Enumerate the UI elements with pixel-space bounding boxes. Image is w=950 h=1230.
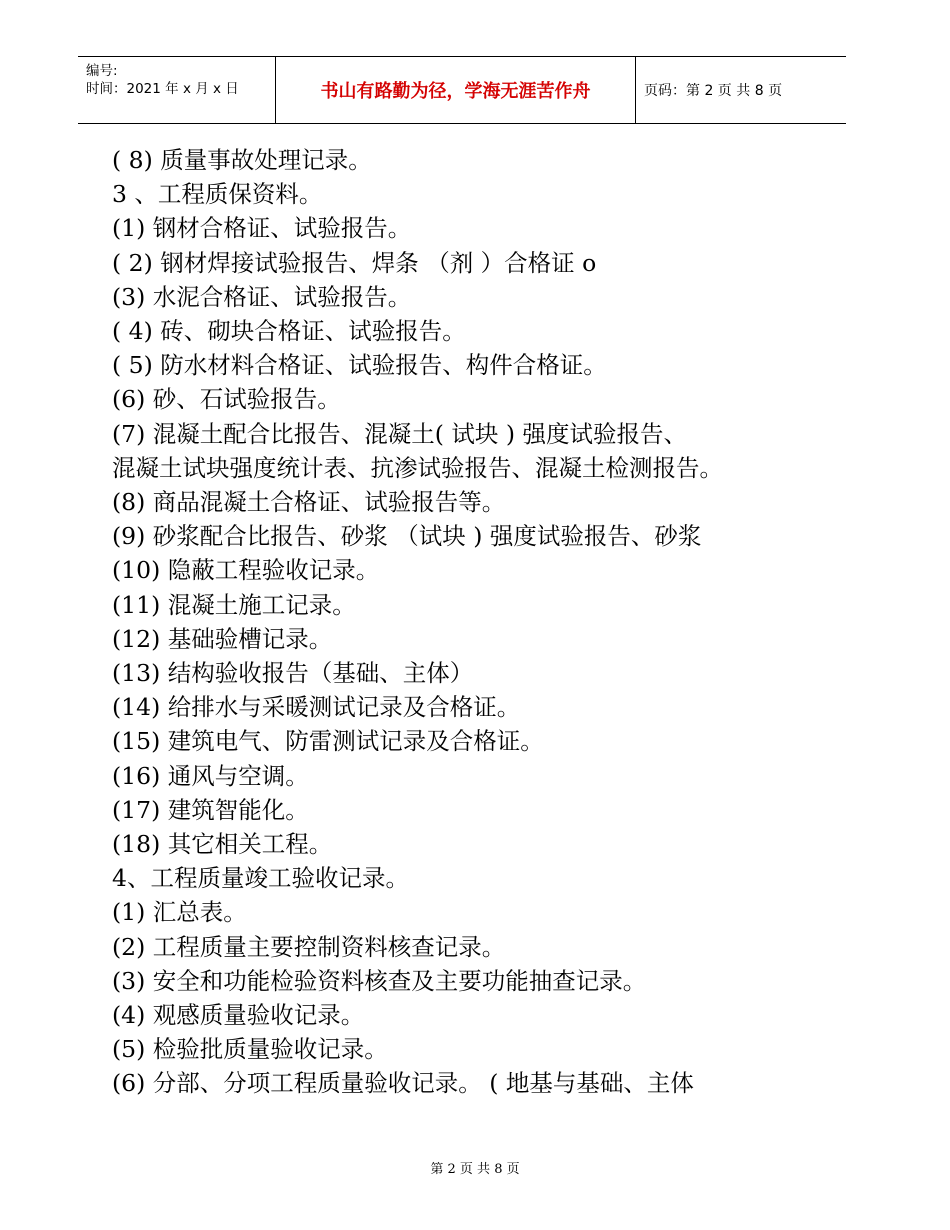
text-line: (3) 水泥合格证、试验报告。 xyxy=(112,282,412,311)
text-line: (9) 砂浆配合比报告、砂浆 （试块 ) 强度试验报告、砂浆 xyxy=(112,522,702,551)
time-label: 时间：2021 年 x 月 x 日 xyxy=(86,81,239,97)
text-line: (8) 商品混凝土合格证、试验报告等。 xyxy=(112,488,506,517)
page-footer: 第 2 页 共 8 页 xyxy=(430,1162,520,1177)
text-line: (17) 建筑智能化。 xyxy=(112,795,309,824)
text-line: (1) 汇总表。 xyxy=(112,898,247,927)
text-line: ( 5) 防水材料合格证、试验报告、构件合格证。 xyxy=(112,351,607,380)
text-line: 3 、工程质保资料。 xyxy=(112,180,323,209)
text-line: (15) 建筑电气、防雷测试记录及合格证。 xyxy=(112,727,544,756)
text-line: ( 8) 质量事故处理记录。 xyxy=(112,146,372,174)
text-line: (1) 钢材合格证、试验报告。 xyxy=(112,214,412,243)
text-line: (11) 混凝土施工记录。 xyxy=(112,590,356,619)
text-line: (16) 通风与空调。 xyxy=(112,761,309,790)
text-line: (2) 工程质量主要控制资料核查记录。 xyxy=(112,932,506,961)
header-meta-cell xyxy=(78,57,276,123)
text-line: 4、工程质量竣工验收记录。 xyxy=(112,864,409,893)
text-line: (18) 其它相关工程。 xyxy=(112,830,333,859)
page-header xyxy=(78,56,846,124)
text-line: (7) 混凝土配合比报告、混凝土( 试块 ) 强度试验报告、 xyxy=(112,419,688,448)
header-page-cell xyxy=(636,57,846,123)
text-line: (12) 基础验槽记录。 xyxy=(112,624,333,653)
header-motto-cell xyxy=(276,57,636,123)
text-line: (13) 结构验收报告（基础、主体） xyxy=(112,659,474,688)
text-line: (6) 砂、石试验报告。 xyxy=(112,385,341,414)
text-line: 混凝土试块强度统计表、抗渗试验报告、混凝土检测报告。 xyxy=(112,453,723,482)
text-line: (14) 给排水与采暖测试记录及合格证。 xyxy=(112,693,521,722)
text-line: (4) 观感质量验收记录。 xyxy=(112,1001,365,1030)
text-line: (5) 检验批质量验收记录。 xyxy=(112,1035,388,1064)
page-label: 页码：第 2 页 共 8 页 xyxy=(644,83,783,99)
number-label: 编号: xyxy=(86,63,118,79)
text-line: ( 4) 砖、砌块合格证、试验报告。 xyxy=(112,317,466,346)
text-line: (3) 安全和功能检验资料核查及主要功能抽查记录。 xyxy=(112,966,647,995)
motto-text: 书山有路勤为径，学海无涯苦作舟 xyxy=(320,81,591,102)
text-line: ( 2) 钢材焊接试验报告、焊条 （剂 ）合格证 o xyxy=(112,248,597,277)
document-body xyxy=(112,143,852,1101)
text-line: (10) 隐蔽工程验收记录。 xyxy=(112,556,380,585)
text-line: (6) 分部、分项工程质量验收记录。 ( 地基与基础、主体 xyxy=(112,1069,694,1098)
